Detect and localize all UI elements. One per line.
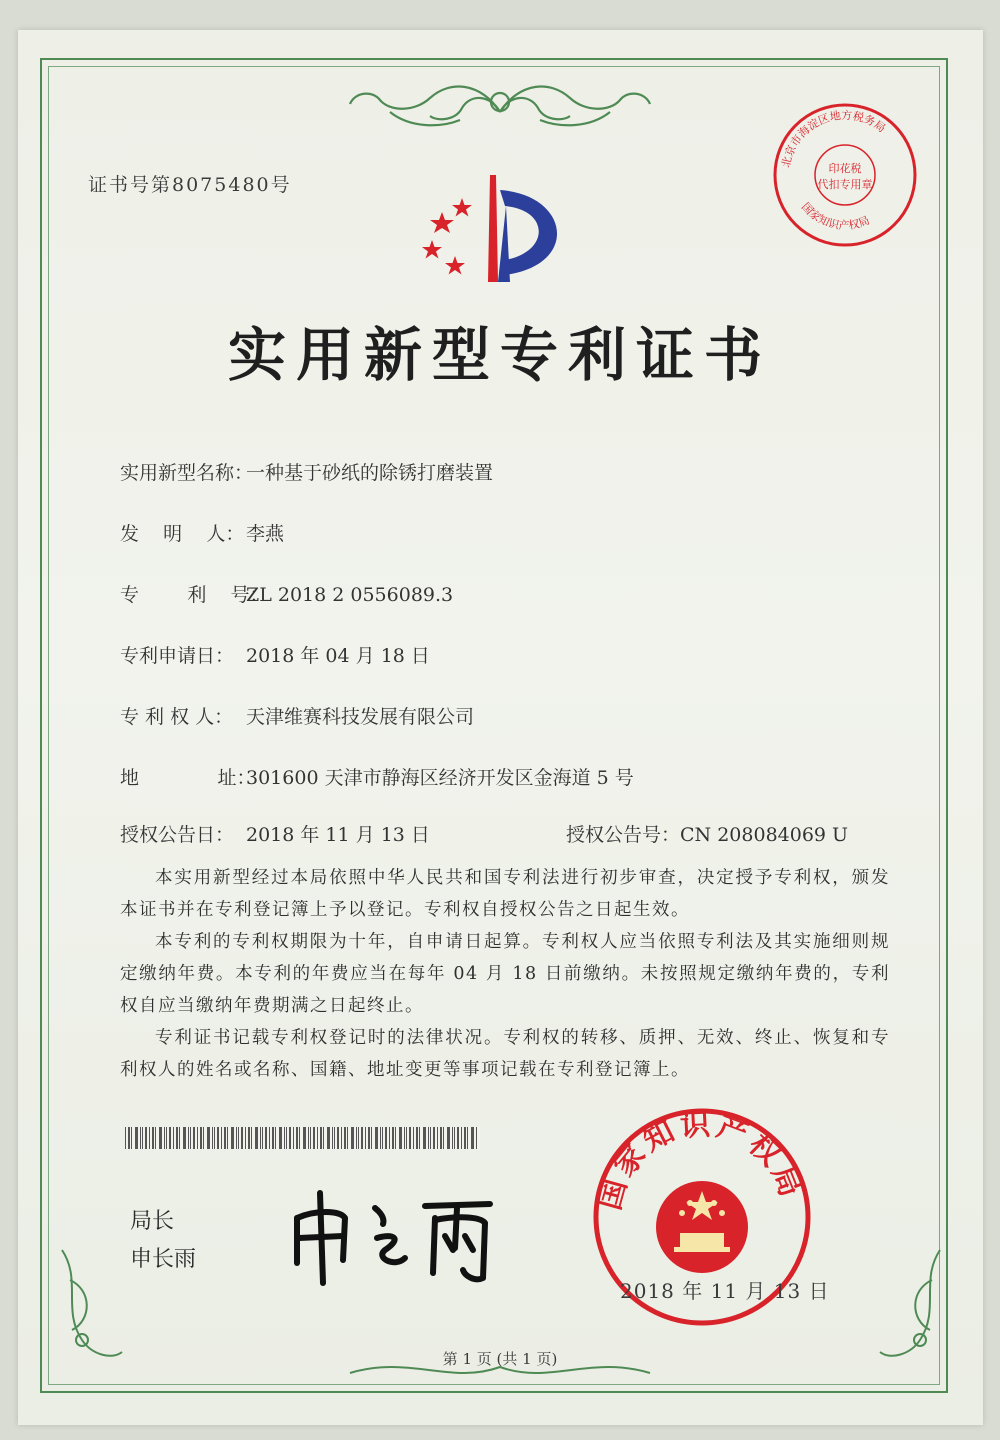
barcode-bar bbox=[447, 1127, 450, 1149]
barcode-bar bbox=[200, 1127, 202, 1149]
barcode-bar bbox=[320, 1127, 322, 1149]
barcode-bar bbox=[152, 1127, 154, 1149]
barcode-bar bbox=[375, 1127, 378, 1149]
barcode-bar bbox=[371, 1127, 372, 1149]
barcode-bar bbox=[467, 1127, 468, 1149]
tax-stamp-center-2: 代扣专用章 bbox=[817, 178, 873, 191]
field-label: 授权公告日： bbox=[120, 824, 235, 846]
barcode-bar bbox=[245, 1127, 246, 1149]
barcode-bar bbox=[303, 1127, 306, 1149]
barcode-bar bbox=[428, 1127, 429, 1149]
barcode-bar bbox=[224, 1127, 226, 1149]
barcode-bar bbox=[236, 1127, 237, 1149]
barcode-bar bbox=[265, 1127, 267, 1149]
barcode-bar bbox=[221, 1127, 222, 1149]
barcode-bar bbox=[272, 1127, 274, 1149]
barcode-bar bbox=[190, 1127, 191, 1149]
barcode-bar bbox=[217, 1127, 219, 1149]
svg-text:国家知识产权局 bbox=[799, 200, 872, 232]
barcode-icon bbox=[125, 1127, 480, 1149]
barcode-bar bbox=[197, 1127, 198, 1149]
signatory-name: 申长雨 bbox=[130, 1247, 197, 1272]
barcode-bar bbox=[337, 1127, 339, 1149]
barcode-bar bbox=[380, 1127, 381, 1149]
barcode-bar bbox=[179, 1127, 180, 1149]
certificate-title: 实用新型专利证书 bbox=[227, 321, 772, 389]
barcode-bar bbox=[183, 1127, 186, 1149]
field-value: 李燕 bbox=[246, 523, 285, 545]
barcode-bar bbox=[368, 1127, 370, 1149]
barcode-bar bbox=[188, 1127, 189, 1149]
field-value: 一种基于砂纸的除锈打磨装置 bbox=[246, 462, 494, 484]
tax-stamp-center-1: 印花税 bbox=[828, 162, 862, 175]
barcode-bar bbox=[275, 1127, 276, 1149]
barcode-bar bbox=[169, 1127, 171, 1149]
barcode-bar bbox=[341, 1127, 342, 1149]
field-label: 发 明 人： bbox=[120, 523, 245, 545]
barcode-bar bbox=[358, 1127, 359, 1149]
barcode-bar bbox=[310, 1127, 311, 1149]
barcode-bar bbox=[241, 1127, 243, 1149]
barcode-bar bbox=[382, 1127, 383, 1149]
barcode-bar bbox=[454, 1127, 455, 1149]
barcode-bar bbox=[251, 1127, 252, 1149]
barcode-bar bbox=[423, 1127, 426, 1149]
barcode-bar bbox=[212, 1127, 213, 1149]
barcode-bar bbox=[440, 1127, 442, 1149]
field-row bbox=[120, 580, 453, 607]
field-value: 天津维赛科技发展有限公司 bbox=[246, 706, 475, 728]
body-paragraph: 本实用新型经过本局依照中华人民共和国专利法进行初步审查，决定授予专利权，颁发本证书并在专利登记簿上予以登记。专利权自授权公告之日起生效。 bbox=[120, 868, 890, 920]
barcode-bar bbox=[409, 1127, 411, 1149]
barcode-bar bbox=[238, 1127, 239, 1149]
barcode-bar bbox=[385, 1127, 387, 1149]
barcode-bar bbox=[289, 1127, 291, 1149]
field-row bbox=[120, 763, 634, 790]
field-value: 301600 天津市静海区经济开发区金海道 5 号 bbox=[246, 767, 634, 789]
barcode-bar bbox=[389, 1127, 390, 1149]
barcode-bar bbox=[262, 1127, 263, 1149]
field-label: 地 址： bbox=[120, 767, 256, 789]
barcode-bar bbox=[392, 1127, 394, 1149]
cnipa-logo-icon bbox=[410, 170, 580, 290]
tax-stamp-icon bbox=[770, 100, 920, 250]
barcode-bar bbox=[313, 1127, 315, 1149]
barcode-bar bbox=[164, 1127, 165, 1149]
barcode-bar bbox=[149, 1127, 150, 1149]
field-label: 专 利 号： bbox=[120, 584, 269, 606]
barcode-bar bbox=[135, 1127, 138, 1149]
barcode-bar bbox=[231, 1127, 234, 1149]
barcode-bar bbox=[317, 1127, 318, 1149]
barcode-bar bbox=[299, 1127, 300, 1149]
barcode-bar bbox=[279, 1127, 282, 1149]
field-label: 实用新型名称： bbox=[120, 462, 254, 484]
field-row bbox=[120, 458, 493, 485]
barcode-bar bbox=[323, 1127, 324, 1149]
barcode-bar bbox=[255, 1127, 258, 1149]
barcode-bar bbox=[476, 1127, 477, 1149]
barcode-bar bbox=[145, 1127, 147, 1149]
grant-publication-number bbox=[566, 820, 848, 847]
barcode-bar bbox=[443, 1127, 444, 1149]
barcode-bar bbox=[399, 1127, 402, 1149]
barcode-bar bbox=[332, 1127, 333, 1149]
barcode-bar bbox=[334, 1127, 335, 1149]
barcode-bar bbox=[347, 1127, 348, 1149]
barcode-bar bbox=[361, 1127, 363, 1149]
barcode-bar bbox=[461, 1127, 462, 1149]
tax-stamp-bottom-text: 国家知识产权局 bbox=[798, 200, 872, 233]
barcode-bar bbox=[395, 1127, 396, 1149]
barcode-bar bbox=[416, 1127, 418, 1149]
barcode-bar bbox=[296, 1127, 298, 1149]
barcode-bar bbox=[207, 1127, 210, 1149]
field-label: 专利申请日： bbox=[120, 645, 235, 667]
barcode-bar bbox=[327, 1127, 330, 1149]
barcode-bar bbox=[457, 1127, 459, 1149]
barcode-bar bbox=[131, 1127, 132, 1149]
barcode-bar bbox=[128, 1127, 130, 1149]
barcode-bar bbox=[155, 1127, 156, 1149]
barcode-bar bbox=[193, 1127, 195, 1149]
field-label: 专 利 权 人： bbox=[120, 706, 234, 728]
barcode-bar bbox=[464, 1127, 466, 1149]
barcode-bar bbox=[351, 1127, 354, 1149]
signatory-role: 局长 bbox=[130, 1209, 175, 1234]
barcode-bar bbox=[166, 1127, 167, 1149]
grant-label: 授权公告号： bbox=[566, 824, 681, 846]
field-row bbox=[120, 519, 284, 546]
field-row bbox=[120, 820, 430, 847]
barcode-bar bbox=[125, 1127, 126, 1149]
field-value: ZL 2018 2 0556089.3 bbox=[246, 584, 454, 606]
barcode-bar bbox=[419, 1127, 420, 1149]
barcode-bar bbox=[203, 1127, 204, 1149]
barcode-bar bbox=[176, 1127, 178, 1149]
barcode-bar bbox=[142, 1127, 143, 1149]
barcode-bar bbox=[404, 1127, 405, 1149]
svg-text:北京市海淀区地方税务局 bbox=[779, 108, 887, 169]
barcode-bar bbox=[260, 1127, 261, 1149]
body-paragraph: 本专利的专利权期限为十年，自申请日起算。专利权人应当依照专利法及其实施细则规定缴纳年费。本专利的年费应当在每年 04 月 18 日前缴纳。未按照规定缴纳年费的，专利权自应当缴纳年费期满之日起终止。 bbox=[120, 932, 890, 1016]
barcode-bar bbox=[286, 1127, 287, 1149]
barcode-bar bbox=[173, 1127, 174, 1149]
barcode-bar bbox=[140, 1127, 141, 1149]
barcode-bar bbox=[437, 1127, 438, 1149]
barcode-bar bbox=[284, 1127, 285, 1149]
top-ornament-icon bbox=[330, 72, 670, 134]
seal-ring-text: 国家知识产权局 bbox=[592, 1107, 810, 1214]
barcode-bar bbox=[413, 1127, 414, 1149]
barcode-bar bbox=[406, 1127, 407, 1149]
page-number: 第 1 页 (共 1 页) bbox=[442, 1350, 558, 1368]
tax-stamp-ring-text: 北京市海淀区地方税务局 bbox=[779, 108, 888, 169]
field-row bbox=[120, 702, 474, 729]
certificate-number: 证书号第8075480号 bbox=[88, 174, 292, 196]
barcode-bar bbox=[308, 1127, 309, 1149]
handwritten-signature-icon bbox=[285, 1178, 510, 1288]
barcode-bar bbox=[365, 1127, 366, 1149]
field-value: 2018 年 04 月 18 日 bbox=[246, 645, 430, 667]
barcode-bar bbox=[214, 1127, 215, 1149]
barcode-bar bbox=[430, 1127, 431, 1149]
barcode-bar bbox=[248, 1127, 250, 1149]
barcode-bar bbox=[433, 1127, 435, 1149]
barcode-bar bbox=[269, 1127, 270, 1149]
barcode-bar bbox=[452, 1127, 453, 1149]
barcode-bar bbox=[471, 1127, 474, 1149]
certificate-body bbox=[120, 862, 890, 1086]
barcode-bar bbox=[344, 1127, 346, 1149]
field-row bbox=[120, 641, 430, 668]
grant-value: CN 208084069 U bbox=[680, 824, 849, 846]
barcode-bar bbox=[293, 1127, 294, 1149]
barcode-bar bbox=[227, 1127, 228, 1149]
body-paragraph: 专利证书记载专利权登记时的法律状况。专利权的转移、质押、无效、终止、恢复和专利权人的姓名或名称、国籍、地址变更等事项记载在专利登记簿上。 bbox=[120, 1028, 890, 1080]
barcode-bar bbox=[356, 1127, 357, 1149]
barcode-bar bbox=[159, 1127, 162, 1149]
seal-date: 2018 年 11 月 13 日 bbox=[620, 1279, 830, 1303]
field-value: 2018 年 11 月 13 日 bbox=[246, 824, 430, 846]
